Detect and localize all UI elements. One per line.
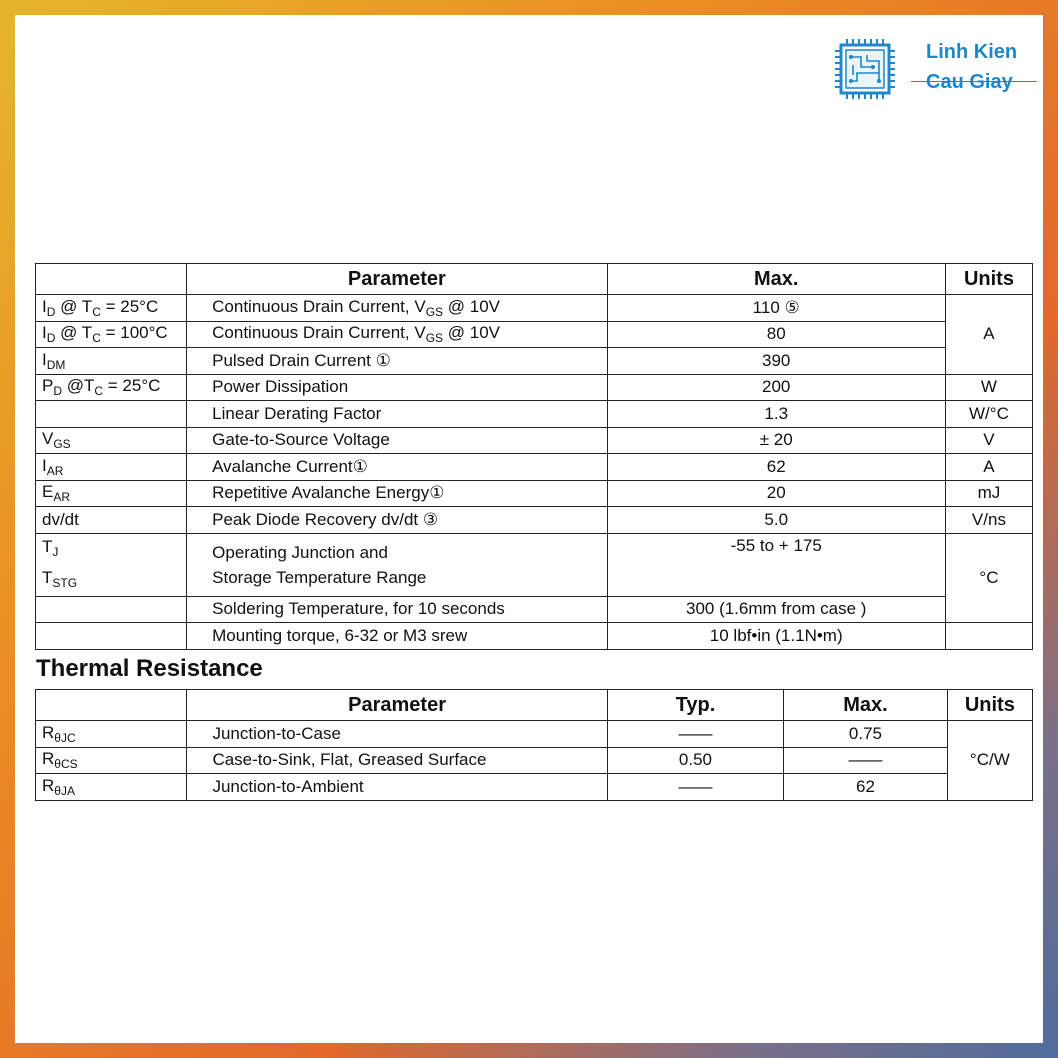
parameter-cell: Continuous Drain Current, $V_{GS}$ @ 10V	[187, 295, 607, 322]
parameter-cell: Avalanche Current①	[187, 454, 607, 481]
symbol-cell: $I_{DM}$	[36, 348, 187, 375]
table-row	[36, 427, 1033, 454]
header-typ: Typ.	[607, 690, 784, 721]
symbol-cell: $I_{AR}$	[36, 454, 187, 481]
symbol-cell	[36, 596, 187, 623]
max-cell: 1.3	[607, 401, 945, 428]
header-symbol	[36, 264, 187, 295]
symbol-cell: $R_{\theta JC}$	[36, 721, 187, 748]
units-cell: °C/W	[947, 721, 1032, 801]
max-cell: 390	[607, 348, 945, 375]
header-symbol	[36, 690, 187, 721]
symbol-cell: $V_{GS}$	[36, 427, 187, 454]
max-cell: 80	[607, 321, 945, 348]
thermal-resistance-title: Thermal Resistance	[36, 655, 263, 682]
symbol-cell: $P_D$ $@T_C = 25^\circ C$	[36, 374, 187, 401]
header-parameter: Parameter	[187, 264, 607, 295]
typ-cell: 0.50	[607, 747, 784, 774]
thermal-resistance-table	[35, 689, 1033, 801]
table-row	[36, 374, 1033, 401]
parameter-cell: Gate-to-Source Voltage	[187, 427, 607, 454]
typ-cell: ——	[607, 774, 784, 801]
header-units: Units	[945, 264, 1032, 295]
table-row	[36, 348, 1033, 375]
units-cell	[945, 623, 1032, 650]
header-parameter: Parameter	[187, 690, 607, 721]
max-cell: 10 lbf•in (1.1N•m)	[607, 623, 945, 650]
units-cell: V	[945, 427, 1032, 454]
brand-name-line1: Linh Kien	[926, 41, 1018, 63]
max-cell: 20	[607, 480, 945, 507]
max-cell: 0.75	[784, 721, 947, 748]
parameter-cell: Pulsed Drain Current ①	[187, 348, 607, 375]
parameter-cell: Soldering Temperature, for 10 seconds	[187, 596, 607, 623]
units-cell: A	[945, 454, 1032, 481]
parameter-cell: Mounting torque, 6-32 or M3 srew	[187, 623, 607, 650]
table-row	[36, 623, 1033, 650]
parameter-cell: Continuous Drain Current, $V_{GS}$ @ 10V	[187, 321, 607, 348]
parameter-cell: Operating Junction and Storage Temperature Range	[187, 533, 607, 596]
table-row	[36, 507, 1033, 534]
table-row	[36, 721, 1033, 748]
units-cell: A	[945, 295, 1032, 375]
table-row	[36, 295, 1033, 322]
max-cell: ± 20	[607, 427, 945, 454]
units-cell: V/ns	[945, 507, 1032, 534]
max-cell: 62	[784, 774, 947, 801]
units-cell: W/°C	[945, 401, 1032, 428]
parameter-cell: Repetitive Avalanche Energy①	[187, 480, 607, 507]
max-cell: 200	[607, 374, 945, 401]
symbol-cell: $R_{\theta CS}$	[36, 747, 187, 774]
symbol-cell: $I_D$ @ $T_C = 25^\circ C$	[36, 295, 187, 322]
table-row	[36, 596, 1033, 623]
table-row	[36, 533, 1033, 596]
table-row	[36, 774, 1033, 801]
header-units: Units	[947, 690, 1032, 721]
parameter-cell: Power Dissipation	[187, 374, 607, 401]
table-row	[36, 401, 1033, 428]
max-cell: -55 to + 175	[607, 533, 945, 596]
header-max: Max.	[784, 690, 947, 721]
brand-name-line2: Cau Giay	[926, 71, 1013, 93]
typ-cell: ——	[607, 721, 784, 748]
header-max: Max.	[607, 264, 945, 295]
max-cell: 62	[607, 454, 945, 481]
symbol-cell: $E_{AR}$	[36, 480, 187, 507]
units-cell: °C	[945, 533, 1032, 623]
symbol-cell	[36, 401, 187, 428]
table-header-row	[36, 690, 1033, 721]
max-cell: 5.0	[607, 507, 945, 534]
parameter-cell: Junction-to-Ambient	[187, 774, 607, 801]
circuit-chip-icon	[833, 37, 897, 101]
max-ratings-table	[35, 263, 1033, 650]
symbol-cell: $R_{\theta JA}$	[36, 774, 187, 801]
brand-logo	[823, 37, 1043, 117]
table-header-row	[36, 264, 1033, 295]
table-row	[36, 454, 1033, 481]
symbol-cell: $T_J$ $T_{STG}$	[36, 533, 187, 596]
max-cell: ——	[784, 747, 947, 774]
parameter-cell: Linear Derating Factor	[187, 401, 607, 428]
parameter-cell: Case-to-Sink, Flat, Greased Surface	[187, 747, 607, 774]
max-cell: 300 (1.6mm from case )	[607, 596, 945, 623]
table-row	[36, 321, 1033, 348]
max-cell: 110 ⑤	[607, 295, 945, 322]
parameter-cell: Junction-to-Case	[187, 721, 607, 748]
symbol-cell	[36, 623, 187, 650]
symbol-cell: $I_D$ @ $T_C = 100^\circ C$	[36, 321, 187, 348]
units-cell: mJ	[945, 480, 1032, 507]
table-row	[36, 480, 1033, 507]
symbol-cell: dv/dt	[36, 507, 187, 534]
page-frame	[15, 15, 1043, 1043]
units-cell: W	[945, 374, 1032, 401]
parameter-cell: Peak Diode Recovery dv/dt ③	[187, 507, 607, 534]
table-row	[36, 747, 1033, 774]
